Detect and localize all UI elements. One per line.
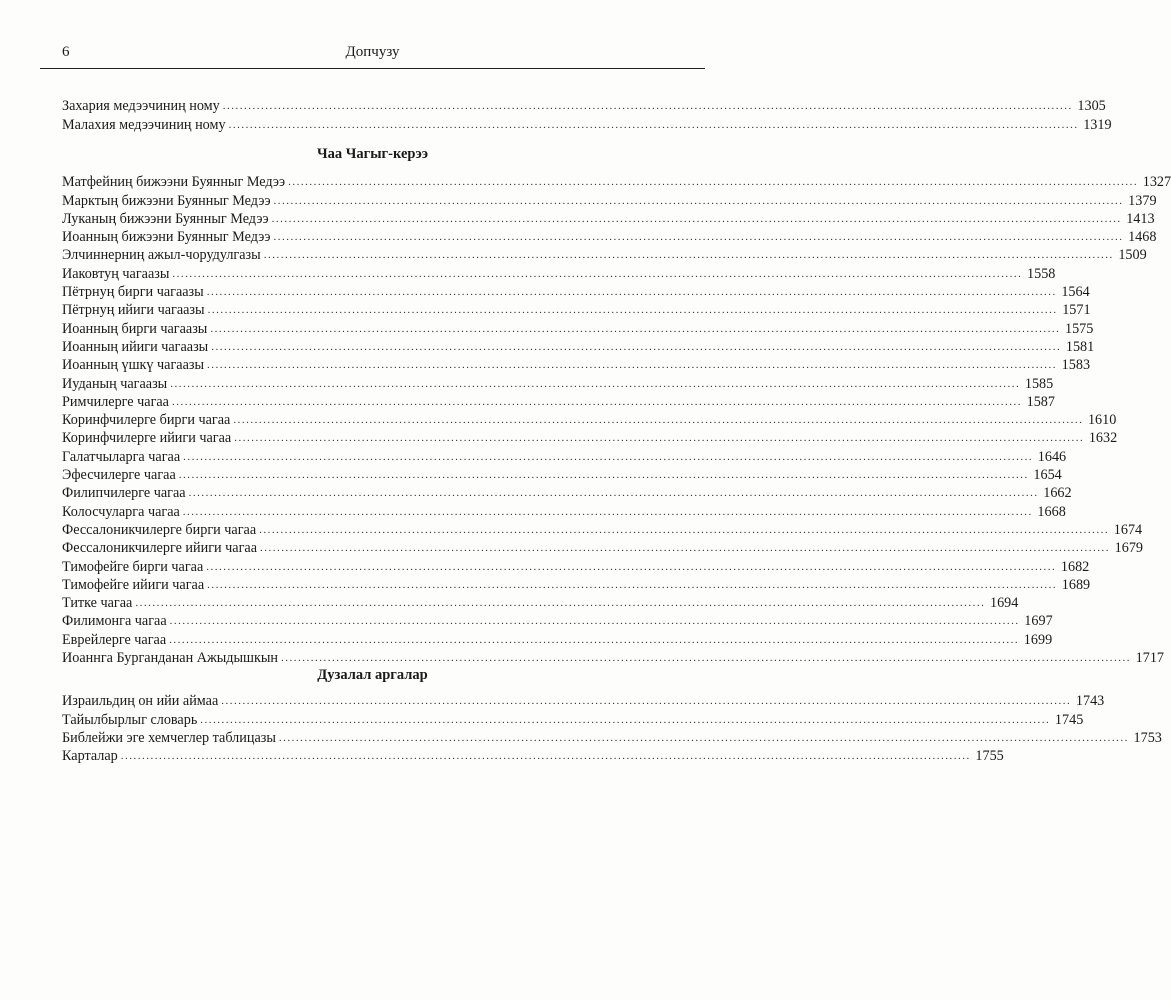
dot-leader: ........................................................................................................................................................................................................ [170,377,1021,390]
toc-entry [62,465,1062,484]
toc-entry [62,446,1067,465]
dot-leader: ........................................................................................................................................................................................................ [171,395,1022,408]
toc-entry-title: Фессалоникчилерге бирги чагаа [62,521,257,538]
toc-entry-title: Иуданың чагаазы [62,375,168,392]
dot-leader: ........................................................................................................................................................................................................ [288,176,1139,189]
toc-entry-page: 1564 [1061,284,1090,301]
toc-entry [62,114,1112,133]
toc-entry-page: 1319 [1083,116,1112,133]
toc-entry [62,410,1117,429]
dot-leader: ........................................................................................................................................................................................................ [260,542,1111,555]
dot-leader: ........................................................................................................................................................................................................ [221,695,1072,708]
toc-entry [62,355,1091,374]
toc-entry-title: Иоанның бирги чагаазы [62,320,208,337]
toc-entry-title: Тимофейге ийиги чагаа [62,576,205,593]
page-header [40,44,705,69]
toc-entry [62,629,1053,648]
toc-entry-page: 1755 [975,748,1004,765]
dot-leader: ........................................................................................................................................................................................................ [207,304,1058,317]
toc-entry-page: 1305 [1077,98,1106,115]
toc-entry [62,746,1004,765]
toc-entry-title: Иаковтуң чагаазы [62,265,170,282]
toc-entry-page: 1379 [1128,192,1157,209]
toc-entry-page: 1753 [1133,729,1162,746]
toc-entry-title: Библейжи эге хемчеглер таблицазы [62,729,276,746]
toc-entry [62,190,1157,209]
dot-leader: ........................................................................................................................................................................................................ [200,713,1051,726]
toc-entry-title: Иоанның бижээни Буянныг Медээ [62,229,271,246]
toc-entry-page: 1668 [1037,503,1066,520]
toc-entry-title: Малахия медээчиниң ному [62,116,226,133]
toc-entry-title: Иоанның үшкү чагаазы [62,357,205,374]
toc-entry-page: 1587 [1026,393,1055,410]
dot-leader: ........................................................................................................................................................................................................ [273,194,1124,207]
dot-leader: ........................................................................................................................................................................................................ [206,286,1057,299]
dot-leader: ........................................................................................................................................................................................................ [206,560,1057,573]
toc-entry-title: Коринфчилерге ийиги чагаа [62,430,232,447]
toc-entry-title: Еврейлерге чагаа [62,631,167,648]
toc-entry [62,227,1157,246]
toc-entry [62,392,1055,410]
toc-entry-page: 1745 [1054,711,1084,728]
toc-entry-page: 1509 [1118,247,1147,264]
toc-entry-page: 1679 [1114,540,1144,557]
toc-entry [62,428,1118,447]
toc-entry-title: Галатчыларга чагаа [62,448,181,465]
toc-entry-page: 1610 [1087,412,1117,429]
toc-entry-title: Римчилерге чагаа [62,393,169,410]
toc-entry-page: 1413 [1126,210,1155,227]
section-heading-appendices: Дузалал аргалар [317,667,428,683]
toc-entry-title: Марктың бижээни Буянныг Медээ [62,192,271,209]
toc-entry-page: 1327 [1142,174,1171,191]
toc-entry [62,373,1054,392]
dot-leader: ........................................................................................................................................................................................................ [273,231,1124,244]
toc-entry [62,245,1147,264]
dot-leader: ........................................................................................................................................................................................................ [281,652,1131,665]
dot-leader: ........................................................................................................................................................................................................ [228,118,1079,131]
dot-leader: ........................................................................................................................................................................................................ [188,487,1039,500]
toc-entry [62,611,1053,630]
dot-leader: ........................................................................................................................................................................................................ [169,633,1020,646]
toc-entry [62,483,1072,502]
toc-entry-title: Карталар [62,748,118,765]
toc-list-appendices [62,691,1162,765]
toc-entry-title: Пётрнуң бирги чагаазы [62,284,204,301]
toc-entry-page: 1585 [1024,375,1054,392]
toc-entry-title: Тимофейге бирги чагаа [62,558,204,575]
toc-entry [62,209,1155,227]
dot-leader: ........................................................................................................................................................................................................ [278,731,1129,744]
toc-list-top [62,96,1112,133]
dot-leader: ........................................................................................................................................................................................................ [271,212,1122,225]
toc-entry [62,728,1162,746]
page-number: 6 [62,44,70,60]
toc-entry [62,593,1019,612]
toc-entry-title: Иоанның ийиги чагаазы [62,338,209,355]
toc-entry-title: Иоаннга Бурганданан Ажыдышкын [62,650,278,667]
dot-leader: ........................................................................................................................................................................................................ [222,100,1073,113]
dot-leader: ........................................................................................................................................................................................................ [169,615,1020,628]
toc-entry-title: Эфесчилерге чагаа [62,467,176,484]
toc-entry-title: Титке чагаа [62,595,133,612]
toc-entry [62,709,1084,728]
toc-list-new-testament [62,172,1171,667]
dot-leader: ........................................................................................................................................................................................................ [263,249,1114,262]
toc-entry [62,300,1091,319]
toc-entry [62,538,1144,557]
toc-entry-page: 1558 [1027,265,1056,282]
toc-entry [62,575,1091,593]
toc-entry-page: 1697 [1024,613,1053,630]
dot-leader: ........................................................................................................................................................................................................ [178,469,1029,482]
toc-entry-title: Фессалоникчилерге ийиги чагаа [62,540,258,557]
toc-entry [62,282,1090,301]
toc-entry-title: Элчиннерниң ажыл-чорудулгазы [62,247,261,264]
toc-entry-title: Пётрнуң ийиги чагаазы [62,302,205,319]
toc-entry-page: 1699 [1023,631,1053,648]
toc-entry [62,318,1094,337]
toc-entry-title: Филипчилерге чагаа [62,485,186,502]
toc-entry-page: 1581 [1065,338,1095,355]
toc-entry-page: 1694 [989,595,1019,612]
toc-entry-title: Израильдиң он ийи аймаа [62,693,219,710]
toc-entry [62,172,1171,191]
dot-leader: ........................................................................................................................................................................................................ [183,450,1034,463]
dot-leader: ........................................................................................................................................................................................................ [207,359,1058,372]
toc-entry-title: Луканың бижээни Буянныг Медээ [62,210,269,227]
dot-leader: ........................................................................................................................................................................................................ [135,597,986,610]
toc-entry-page: 1468 [1128,229,1157,246]
toc-entry-page: 1632 [1088,430,1118,447]
dot-leader: ........................................................................................................................................................................................................ [207,578,1058,591]
toc-entry [62,501,1066,520]
running-title: Допчузу [345,44,400,60]
toc-entry-title: Тайылбырлыг словарь [62,711,198,728]
toc-entry-title: Филимонга чагаа [62,613,167,630]
toc-entry-page: 1674 [1113,521,1143,538]
toc-entry-page: 1682 [1060,558,1090,575]
toc-entry [62,556,1090,575]
dot-leader: ........................................................................................................................................................................................................ [182,505,1033,518]
toc-entry-page: 1646 [1037,448,1067,465]
dot-leader: ........................................................................................................................................................................................................ [233,414,1084,427]
toc-entry-page: 1575 [1064,320,1094,337]
toc-entry [62,337,1095,355]
toc-entry-page: 1583 [1061,357,1091,374]
toc-entry-title: Колосчуларга чагаа [62,503,180,520]
toc-entry [62,263,1056,282]
dot-leader: ........................................................................................................................................................................................................ [234,432,1085,445]
dot-leader: ........................................................................................................................................................................................................ [172,267,1023,280]
toc-entry [62,691,1105,710]
toc-entry [62,648,1164,667]
toc-entry-page: 1689 [1061,576,1091,593]
dot-leader: ........................................................................................................................................................................................................ [211,340,1062,353]
dot-leader: ........................................................................................................................................................................................................ [120,750,971,763]
toc-entry-page: 1654 [1033,467,1062,484]
dot-leader: ........................................................................................................................................................................................................ [259,523,1110,536]
toc-entry-page: 1571 [1062,302,1091,319]
toc-entry [62,520,1143,538]
toc-entry-title: Коринфчилерге бирги чагаа [62,412,231,429]
toc-entry-title: Матфейниң бижээни Буянныг Медээ [62,174,286,191]
toc-entry [62,96,1106,115]
section-heading-new-testament: Чаа Чагыг-керээ [316,146,428,162]
toc-entry-page: 1743 [1075,693,1105,710]
toc-entry-page: 1662 [1043,485,1072,502]
toc-entry-page: 1717 [1135,650,1164,667]
dot-leader: ........................................................................................................................................................................................................ [210,322,1061,335]
toc-entry-title: Захария медээчиниң ному [62,98,220,115]
